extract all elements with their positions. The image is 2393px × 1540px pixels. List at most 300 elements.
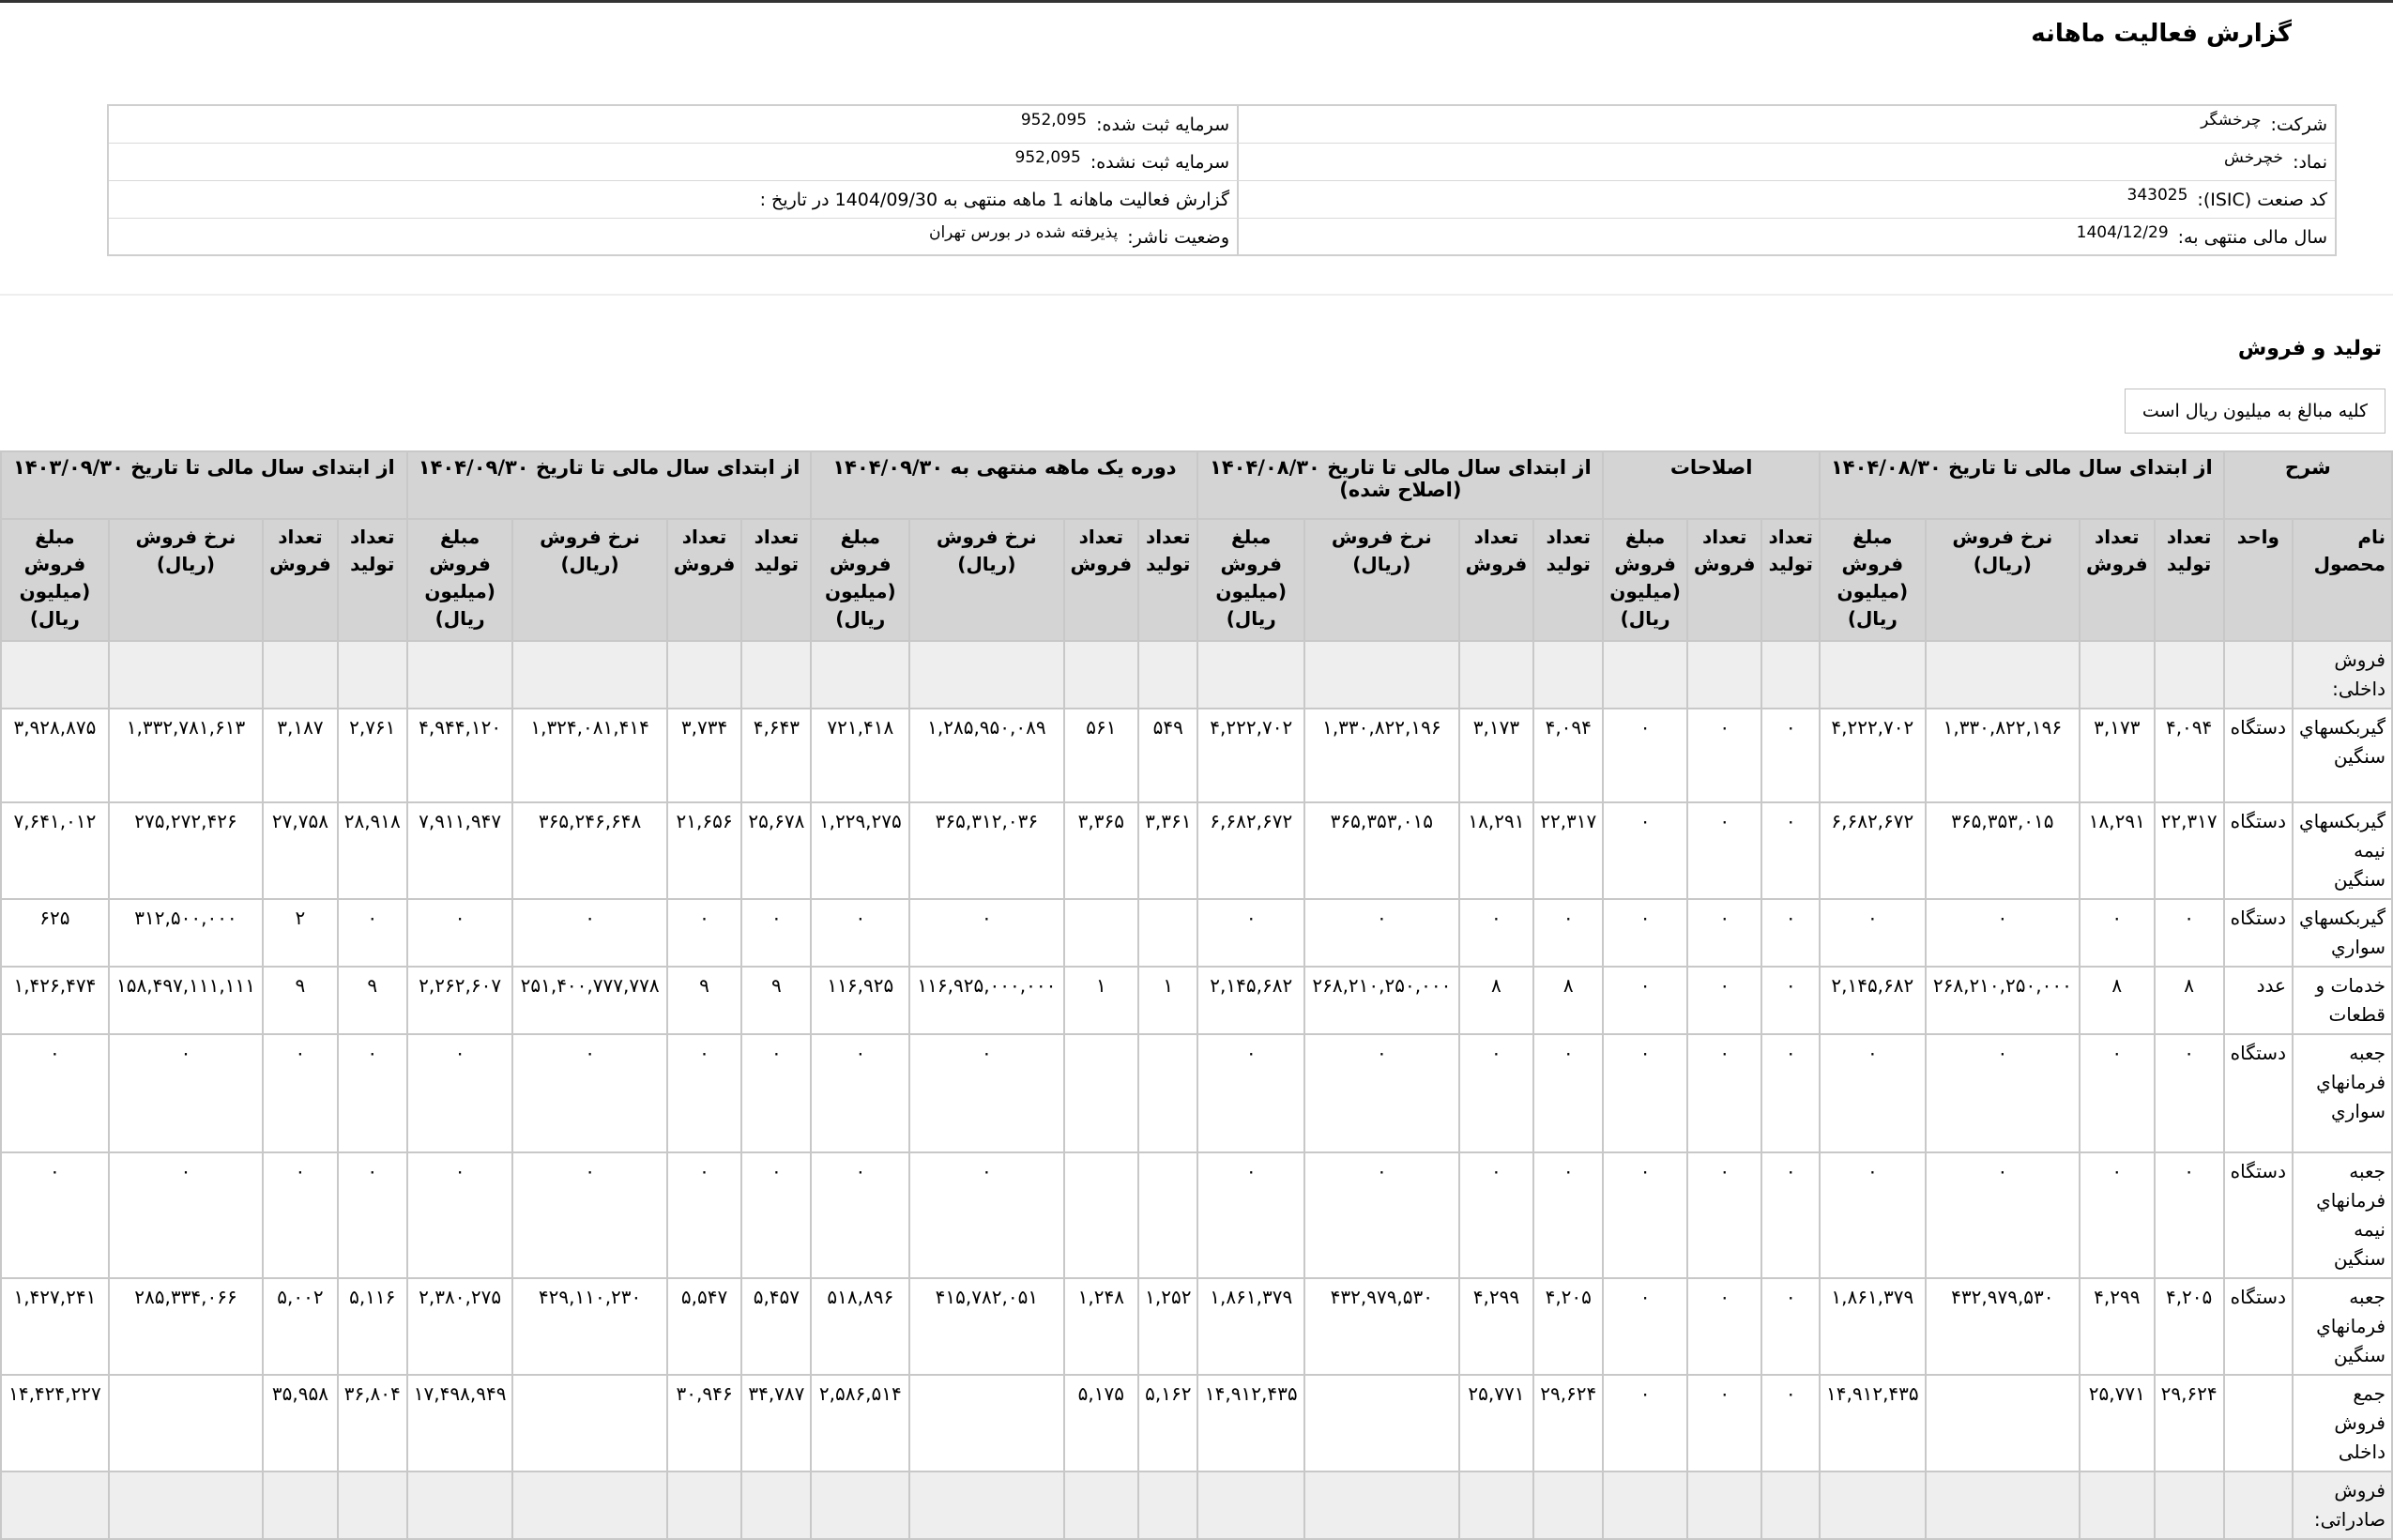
- value-cell: ۰: [811, 1034, 909, 1152]
- value-cell: ۰: [1533, 1034, 1603, 1152]
- col-sales-amount: مبلغ فروش (میلیون ریال): [407, 519, 513, 641]
- value-cell: ۴۲۹,۱۱۰,۲۳۰: [512, 1278, 666, 1375]
- table-section-row: [1, 641, 2392, 709]
- table-cell: [1533, 641, 1603, 709]
- value-cell: ۰: [909, 1034, 1063, 1152]
- value-cell: ۶,۶۸۲,۶۷۲: [1197, 802, 1304, 899]
- value-cell: ۰: [1926, 1152, 2080, 1278]
- value-cell: ۳,۱۷۳: [2080, 709, 2155, 802]
- table-row: [1, 967, 2392, 1034]
- value-cell: ۱۴,۹۱۲,۴۳۵: [1820, 1375, 1926, 1471]
- value-cell: ۱۸,۲۹۱: [2080, 802, 2155, 899]
- value-cell: ۲,۷۶۱: [338, 709, 407, 802]
- value-cell: ۱,۲۲۹,۲۷۵: [811, 802, 909, 899]
- value-cell: ۰: [1533, 899, 1603, 967]
- table-cell: [1197, 641, 1304, 709]
- col-sales-qty: تعداد فروش: [1687, 519, 1762, 641]
- value-cell: ۲,۱۴۵,۶۸۲: [1820, 967, 1926, 1034]
- value-cell: ۰: [1761, 802, 1819, 899]
- product-name-cell: جعبه فرمانهاي سنگین: [2293, 1278, 2392, 1375]
- table-cell: [263, 1471, 338, 1539]
- col-production: تعداد تولید: [741, 519, 811, 641]
- value-cell: ۴۳۲,۹۷۹,۵۳۰: [1926, 1278, 2080, 1375]
- table-cell: [811, 641, 909, 709]
- table-cell: [1064, 1471, 1139, 1539]
- value-cell: ۲,۲۶۲,۶۰۷: [407, 967, 513, 1034]
- value-cell: ۴,۶۴۳: [741, 709, 811, 802]
- value-cell: ۲,۱۴۵,۶۸۲: [1197, 967, 1304, 1034]
- value-cell: ۰: [1761, 1278, 1819, 1375]
- value-cell: ۸: [2155, 967, 2224, 1034]
- table-cell: [407, 641, 513, 709]
- table-cell: [512, 1471, 666, 1539]
- table-cell: [1533, 1471, 1603, 1539]
- table-cell: [263, 641, 338, 709]
- col-unit: واحد: [2224, 519, 2293, 641]
- value-cell: ۱۸,۲۹۱: [1459, 802, 1534, 899]
- fiscal-year-label: سال مالی منتهی به:: [2177, 227, 2327, 248]
- value-cell: ۰: [1304, 1034, 1459, 1152]
- value-cell: ۰: [2080, 899, 2155, 967]
- value-cell: ۱,۲۵۲: [1138, 1278, 1197, 1375]
- publisher-status-label: وضعیت ناشر:: [1127, 227, 1229, 248]
- value-cell: ۰: [741, 1034, 811, 1152]
- table-body: [1, 641, 2392, 1539]
- table-cell: [1304, 1471, 1459, 1539]
- value-cell: ۴,۹۴۴,۱۲۰: [407, 709, 513, 802]
- value-cell: [1926, 1375, 2080, 1471]
- product-name-cell: جعبه فرمانهاي سواري: [2293, 1034, 2392, 1152]
- table-cell: [109, 641, 263, 709]
- registered-capital-label: سرمایه ثبت شده:: [1096, 114, 1229, 135]
- value-cell: ۰: [909, 899, 1063, 967]
- value-cell: ۵۴۹: [1138, 709, 1197, 802]
- value-cell: ۰: [512, 1152, 666, 1278]
- table-cell: [407, 1471, 513, 1539]
- table-cell: [1603, 641, 1687, 709]
- value-cell: ۰: [2155, 1034, 2224, 1152]
- table-cell: [1, 641, 109, 709]
- value-cell: [909, 1375, 1063, 1471]
- value-cell: ۲۷۵,۲۷۲,۴۲۶: [109, 802, 263, 899]
- value-cell: ۵,۴۵۷: [741, 1278, 811, 1375]
- col-production: تعداد تولید: [2155, 519, 2224, 641]
- value-cell: ۰: [1603, 1278, 1687, 1375]
- value-cell: ۰: [1459, 899, 1534, 967]
- col-production: تعداد تولید: [1138, 519, 1197, 641]
- unit-cell: دستگاه: [2224, 1278, 2293, 1375]
- col-sales-rate: نرخ فروش (ریال): [1304, 519, 1459, 641]
- value-cell: [512, 1375, 666, 1471]
- unit-cell: [2224, 1375, 2293, 1471]
- value-cell: ۲۸,۹۱۸: [338, 802, 407, 899]
- info-row-fiscal-year: [109, 219, 2335, 256]
- header-adjustments: اصلاحات: [1603, 451, 1820, 519]
- value-cell: ۸: [2080, 967, 2155, 1034]
- col-sales-amount: مبلغ فروش (میلیون ریال): [1603, 519, 1687, 641]
- value-cell: ۷۲۱,۴۱۸: [811, 709, 909, 802]
- header-month-1404-09-30: دوره یک ماهه منتهی به ۱۴۰۴/۰۹/۳۰: [811, 451, 1197, 519]
- value-cell: ۳,۳۶۵: [1064, 802, 1139, 899]
- value-cell: ۱۱۶,۹۲۵: [811, 967, 909, 1034]
- table-row: [1, 1375, 2392, 1471]
- value-cell: ۱,۸۶۱,۳۷۹: [1820, 1278, 1926, 1375]
- table-cell: [1926, 641, 2080, 709]
- value-cell: ۵,۰۰۲: [263, 1278, 338, 1375]
- value-cell: ۱,۲۴۸: [1064, 1278, 1139, 1375]
- value-cell: ۲۷,۷۵۸: [263, 802, 338, 899]
- value-cell: ۰: [407, 899, 513, 967]
- product-name-cell: گیربکسهاي سواري: [2293, 899, 2392, 967]
- value-cell: ۵,۱۷۵: [1064, 1375, 1139, 1471]
- value-cell: ۲۹,۶۲۴: [2155, 1375, 2224, 1471]
- value-cell: [1064, 1152, 1139, 1278]
- value-cell: ۰: [1687, 899, 1762, 967]
- col-sales-qty: تعداد فروش: [2080, 519, 2155, 641]
- value-cell: ۳۵,۹۵۸: [263, 1375, 338, 1471]
- value-cell: ۰: [1603, 899, 1687, 967]
- value-cell: ۰: [1603, 1034, 1687, 1152]
- col-production: تعداد تولید: [338, 519, 407, 641]
- report-period-text: گزارش فعالیت ماهانه 1 ماهه منتهی به 1404/09/30 در تاریخ :: [759, 189, 1229, 210]
- value-cell: ۰: [2080, 1152, 2155, 1278]
- col-production: تعداد تولید: [1761, 519, 1819, 641]
- value-cell: ۰: [1459, 1034, 1534, 1152]
- value-cell: [1064, 1034, 1139, 1152]
- value-cell: ۲۲,۳۱۷: [2155, 802, 2224, 899]
- value-cell: ۰: [1197, 899, 1304, 967]
- value-cell: ۶۲۵: [1, 899, 109, 967]
- value-cell: ۰: [1687, 967, 1762, 1034]
- product-name-cell: جعبه فرمانهاي نیمه سنگین: [2293, 1152, 2392, 1278]
- currency-note: کلیه مبالغ به میلیون ریال است: [2125, 389, 2385, 434]
- value-cell: ۳,۹۲۸,۸۷۵: [1, 709, 109, 802]
- value-cell: ۳,۱۷۳: [1459, 709, 1534, 802]
- table-cell: [1138, 641, 1197, 709]
- value-cell: ۰: [1687, 802, 1762, 899]
- table-cell: [1761, 641, 1819, 709]
- value-cell: ۹: [741, 967, 811, 1034]
- company-value: چرخشگر: [2201, 110, 2262, 130]
- value-cell: ۰: [407, 1152, 513, 1278]
- value-cell: [1138, 1034, 1197, 1152]
- value-cell: ۰: [811, 899, 909, 967]
- table-row: [1, 802, 2392, 899]
- col-sales-qty: تعداد فروش: [667, 519, 742, 641]
- value-cell: ۰: [2155, 1152, 2224, 1278]
- header-ytd-1404-08-30: از ابتدای سال مالی تا تاریخ ۱۴۰۴/۰۸/۳۰: [1820, 451, 2224, 519]
- value-cell: ۲۲,۳۱۷: [1533, 802, 1603, 899]
- value-cell: ۳۶,۸۰۴: [338, 1375, 407, 1471]
- unit-cell: عدد: [2224, 967, 2293, 1034]
- table-cell: [1197, 1471, 1304, 1539]
- value-cell: ۹: [667, 967, 742, 1034]
- table-cell: [909, 641, 1063, 709]
- value-cell: ۰: [1687, 1152, 1762, 1278]
- value-cell: ۱۴,۴۲۴,۲۲۷: [1, 1375, 109, 1471]
- value-cell: [109, 1375, 263, 1471]
- value-cell: ۳,۱۸۷: [263, 709, 338, 802]
- col-sales-rate: نرخ فروش (ریال): [909, 519, 1063, 641]
- value-cell: ۶,۶۸۲,۶۷۲: [1820, 802, 1926, 899]
- table-cell: [2080, 641, 2155, 709]
- value-cell: ۴,۲۰۵: [2155, 1278, 2224, 1375]
- value-cell: ۲۵,۷۷۱: [1459, 1375, 1534, 1471]
- section-label: فروش صادراتی:: [2293, 1471, 2392, 1539]
- value-cell: ۰: [1761, 1375, 1819, 1471]
- header-ytd-1403-09-30: از ابتدای سال مالی تا تاریخ ۱۴۰۳/۰۹/۳۰: [1, 451, 407, 519]
- value-cell: ۲۶۸,۲۱۰,۲۵۰,۰۰۰: [1926, 967, 2080, 1034]
- table-cell: [741, 641, 811, 709]
- col-sales-amount: مبلغ فروش (میلیون ریال): [1, 519, 109, 641]
- value-cell: ۰: [1687, 1278, 1762, 1375]
- value-cell: ۳۶۵,۲۴۶,۶۴۸: [512, 802, 666, 899]
- table-cell: [811, 1471, 909, 1539]
- col-sales-rate: نرخ فروش (ریال): [1926, 519, 2080, 641]
- value-cell: ۴,۲۹۹: [2080, 1278, 2155, 1375]
- value-cell: ۰: [1687, 709, 1762, 802]
- col-sales-qty: تعداد فروش: [1459, 519, 1534, 641]
- info-row-symbol: [109, 144, 2335, 181]
- table-section-row: [1, 1471, 2392, 1539]
- value-cell: ۴,۰۹۴: [1533, 709, 1603, 802]
- table-cell: [1687, 1471, 1762, 1539]
- value-cell: ۵۶۱: [1064, 709, 1139, 802]
- table-cell: [1926, 1471, 2080, 1539]
- value-cell: ۲۵,۷۷۱: [2080, 1375, 2155, 1471]
- value-cell: ۰: [667, 899, 742, 967]
- col-product-name: نام محصول: [2293, 519, 2392, 641]
- value-cell: ۱: [1064, 967, 1139, 1034]
- value-cell: ۰: [811, 1152, 909, 1278]
- value-cell: ۰: [1603, 967, 1687, 1034]
- table-cell: [1304, 641, 1459, 709]
- table-cell: [2155, 1471, 2224, 1539]
- fiscal-year-value: 1404/12/29: [2076, 223, 2169, 242]
- value-cell: [1304, 1375, 1459, 1471]
- table-cell: [1064, 641, 1139, 709]
- value-cell: ۰: [1197, 1034, 1304, 1152]
- value-cell: ۵,۱۶۲: [1138, 1375, 1197, 1471]
- value-cell: ۳۶۵,۳۱۲,۰۳۶: [909, 802, 1063, 899]
- value-cell: ۰: [1197, 1152, 1304, 1278]
- value-cell: ۰: [1820, 1152, 1926, 1278]
- value-cell: [1138, 1152, 1197, 1278]
- value-cell: ۰: [2155, 899, 2224, 967]
- value-cell: ۰: [1926, 1034, 2080, 1152]
- value-cell: ۵۱۸,۸۹۶: [811, 1278, 909, 1375]
- table-cell: [2224, 1471, 2293, 1539]
- table-row: [1, 1152, 2392, 1278]
- value-cell: ۰: [1820, 899, 1926, 967]
- product-name-cell: جمع فروش داخلی: [2293, 1375, 2392, 1471]
- value-cell: ۵,۵۴۷: [667, 1278, 742, 1375]
- value-cell: ۴,۲۰۵: [1533, 1278, 1603, 1375]
- value-cell: ۰: [741, 1152, 811, 1278]
- value-cell: ۳۱۲,۵۰۰,۰۰۰: [109, 899, 263, 967]
- value-cell: ۲: [263, 899, 338, 967]
- table-row: [1, 709, 2392, 802]
- value-cell: [1138, 899, 1197, 967]
- value-cell: ۰: [909, 1152, 1063, 1278]
- value-cell: ۱۱۶,۹۲۵,۰۰۰,۰۰۰: [909, 967, 1063, 1034]
- value-cell: ۰: [1687, 1034, 1762, 1152]
- value-cell: ۱,۸۶۱,۳۷۹: [1197, 1278, 1304, 1375]
- value-cell: ۲۶۸,۲۱۰,۲۵۰,۰۰۰: [1304, 967, 1459, 1034]
- value-cell: ۱,۳۲۴,۰۸۱,۴۱۴: [512, 709, 666, 802]
- unit-cell: دستگاه: [2224, 1152, 2293, 1278]
- value-cell: ۰: [1603, 1152, 1687, 1278]
- value-cell: ۲۵,۶۷۸: [741, 802, 811, 899]
- value-cell: ۰: [1926, 899, 2080, 967]
- table-cell: [1, 1471, 109, 1539]
- table-cell: [338, 641, 407, 709]
- value-cell: ۳,۷۳۴: [667, 709, 742, 802]
- value-cell: ۷,۶۴۱,۰۱۲: [1, 802, 109, 899]
- col-sales-amount: مبلغ فروش (میلیون ریال): [1820, 519, 1926, 641]
- value-cell: ۲۸۵,۳۳۴,۰۶۶: [109, 1278, 263, 1375]
- header-description: شرح: [2224, 451, 2392, 519]
- product-name-cell: خدمات و قطعات: [2293, 967, 2392, 1034]
- value-cell: ۲,۳۸۰,۲۷۵: [407, 1278, 513, 1375]
- value-cell: ۰: [109, 1034, 263, 1152]
- value-cell: [1064, 899, 1139, 967]
- value-cell: ۰: [1603, 802, 1687, 899]
- company-info-panel: [107, 104, 2337, 256]
- table-cell: [1603, 1471, 1687, 1539]
- value-cell: ۰: [1687, 1375, 1762, 1471]
- value-cell: ۳۴,۷۸۷: [741, 1375, 811, 1471]
- production-sales-table-wrap: [0, 450, 2393, 1531]
- value-cell: ۰: [1761, 899, 1819, 967]
- registered-capital-value: 952,095: [1020, 110, 1088, 130]
- value-cell: ۷,۹۱۱,۹۴۷: [407, 802, 513, 899]
- unit-cell: دستگاه: [2224, 802, 2293, 899]
- col-sales-amount: مبلغ فروش (میلیون ریال): [1197, 519, 1304, 641]
- value-cell: ۰: [1, 1034, 109, 1152]
- table-cell: [1761, 1471, 1819, 1539]
- value-cell: ۰: [741, 899, 811, 967]
- symbol-value: خچرخش: [2224, 147, 2284, 167]
- company-label: شرکت:: [2270, 114, 2327, 135]
- value-cell: ۲۹,۶۲۴: [1533, 1375, 1603, 1471]
- table-cell: [1459, 641, 1534, 709]
- unit-cell: دستگاه: [2224, 1034, 2293, 1152]
- publisher-status-value: پذیرفته شده در بورس تهران: [928, 223, 1119, 242]
- header-ytd-1404-09-30: از ابتدای سال مالی تا تاریخ ۱۴۰۴/۰۹/۳۰: [407, 451, 812, 519]
- table-cell: [1687, 641, 1762, 709]
- table-cell: [109, 1471, 263, 1539]
- value-cell: ۲۱,۶۵۶: [667, 802, 742, 899]
- value-cell: ۱,۳۳۰,۸۲۲,۱۹۶: [1304, 709, 1459, 802]
- value-cell: ۱,۳۳۲,۷۸۱,۶۱۳: [109, 709, 263, 802]
- value-cell: ۰: [1761, 709, 1819, 802]
- table-cell: [2155, 641, 2224, 709]
- table-cell: [2224, 641, 2293, 709]
- value-cell: ۲۵۱,۴۰۰,۷۷۷,۷۷۸: [512, 967, 666, 1034]
- value-cell: ۰: [667, 1034, 742, 1152]
- value-cell: ۰: [1603, 709, 1687, 802]
- section-label: فروش داخلی:: [2293, 641, 2392, 709]
- table-cell: [512, 641, 666, 709]
- value-cell: ۰: [1304, 1152, 1459, 1278]
- col-sales-amount: مبلغ فروش (میلیون ریال): [811, 519, 909, 641]
- value-cell: ۰: [263, 1034, 338, 1152]
- table-cell: [667, 641, 742, 709]
- value-cell: ۴۱۵,۷۸۲,۰۵۱: [909, 1278, 1063, 1375]
- info-row-isic: [109, 181, 2335, 219]
- value-cell: ۱۷,۴۹۸,۹۴۹: [407, 1375, 513, 1471]
- value-cell: ۰: [109, 1152, 263, 1278]
- value-cell: ۹: [338, 967, 407, 1034]
- value-cell: ۱,۳۳۰,۸۲۲,۱۹۶: [1926, 709, 2080, 802]
- value-cell: ۰: [1761, 967, 1819, 1034]
- value-cell: ۰: [1459, 1152, 1534, 1278]
- header-ytd-1404-08-30-adjusted: از ابتدای سال مالی تا تاریخ ۱۴۰۴/۰۸/۳۰ (اصلاح شده): [1197, 451, 1603, 519]
- value-cell: ۱,۴۲۷,۲۴۱: [1, 1278, 109, 1375]
- table-cell: [1459, 1471, 1534, 1539]
- value-cell: ۸: [1533, 967, 1603, 1034]
- table-cell: [1138, 1471, 1197, 1539]
- value-cell: ۰: [1304, 899, 1459, 967]
- value-cell: ۴,۰۹۴: [2155, 709, 2224, 802]
- value-cell: ۰: [338, 1034, 407, 1152]
- value-cell: ۰: [512, 899, 666, 967]
- col-production: تعداد تولید: [1533, 519, 1603, 641]
- table-cell: [1820, 641, 1926, 709]
- value-cell: ۰: [263, 1152, 338, 1278]
- value-cell: ۰: [1533, 1152, 1603, 1278]
- isic-label: کد صنعت (ISIC):: [2197, 189, 2327, 210]
- col-sales-qty: تعداد فروش: [263, 519, 338, 641]
- table-row: [1, 1034, 2392, 1152]
- table-cell: [741, 1471, 811, 1539]
- table-cell: [909, 1471, 1063, 1539]
- product-name-cell: گیربکسهاي سنگین: [2293, 709, 2392, 802]
- unit-cell: دستگاه: [2224, 899, 2293, 967]
- col-sales-rate: نرخ فروش (ریال): [512, 519, 666, 641]
- value-cell: ۰: [1, 1152, 109, 1278]
- value-cell: ۰: [338, 1152, 407, 1278]
- value-cell: ۵,۱۱۶: [338, 1278, 407, 1375]
- value-cell: ۸: [1459, 967, 1534, 1034]
- value-cell: ۴۳۲,۹۷۹,۵۳۰: [1304, 1278, 1459, 1375]
- unregistered-capital-label: سرمایه ثبت نشده:: [1090, 151, 1229, 173]
- table-row: [1, 899, 2392, 967]
- value-cell: ۱,۴۲۶,۴۷۴: [1, 967, 109, 1034]
- table-cell: [1820, 1471, 1926, 1539]
- info-row-company: [109, 106, 2335, 144]
- symbol-label: نماد:: [2293, 151, 2327, 173]
- value-cell: ۰: [1761, 1152, 1819, 1278]
- value-cell: ۰: [1603, 1375, 1687, 1471]
- value-cell: ۴,۲۲۲,۷۰۲: [1197, 709, 1304, 802]
- col-sales-qty: تعداد فروش: [1064, 519, 1139, 641]
- value-cell: ۱,۲۸۵,۹۵۰,۰۸۹: [909, 709, 1063, 802]
- value-cell: ۰: [1820, 1034, 1926, 1152]
- value-cell: ۲,۵۸۶,۵۱۴: [811, 1375, 909, 1471]
- table-row: [1, 1278, 2392, 1375]
- value-cell: ۰: [338, 899, 407, 967]
- table-cell: [338, 1471, 407, 1539]
- col-sales-rate: نرخ فروش (ریال): [109, 519, 263, 641]
- value-cell: ۳۶۵,۳۵۳,۰۱۵: [1926, 802, 2080, 899]
- value-cell: ۰: [512, 1034, 666, 1152]
- section-divider: [0, 294, 2393, 296]
- value-cell: ۴,۲۹۹: [1459, 1278, 1534, 1375]
- value-cell: ۰: [407, 1034, 513, 1152]
- value-cell: ۴,۲۲۲,۷۰۲: [1820, 709, 1926, 802]
